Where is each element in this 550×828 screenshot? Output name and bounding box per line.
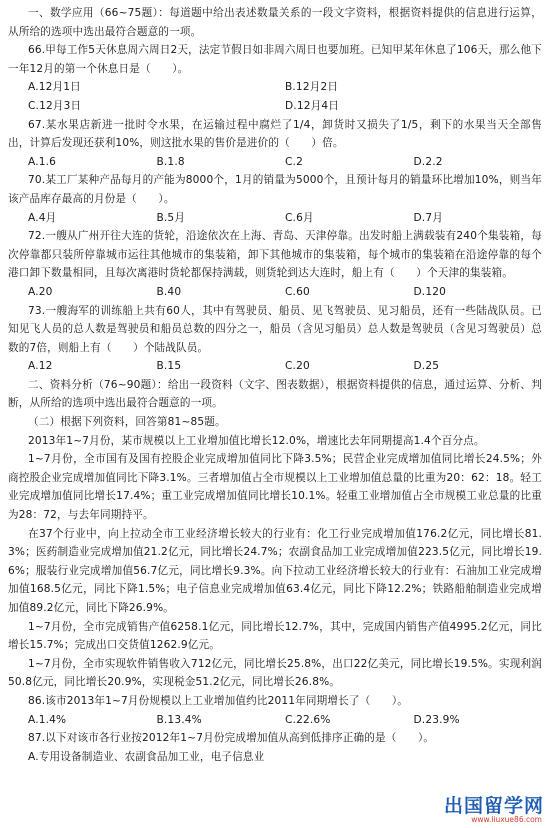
answer-option: D.120 xyxy=(413,285,446,298)
answer-option: A.1.6 xyxy=(28,155,57,168)
answer-option: D.2.2 xyxy=(413,155,443,168)
watermark-title: 出国留学网 xyxy=(443,795,544,817)
answer-option: B.15 xyxy=(156,360,182,373)
answer-option: C.6月 xyxy=(285,211,314,224)
answer-option: D.25 xyxy=(413,360,440,373)
answer-options xyxy=(8,153,542,172)
answer-option: D.12月4日 xyxy=(285,99,339,112)
answer-option: A.1.4% xyxy=(28,713,67,726)
paragraph: 66.甲每工作5天休息周六周日2天，法定节假日如非周六周日也要加班。已知甲某年休息了106天，那么他下一年12月的第一个休息日是（ ）。 xyxy=(8,44,542,75)
paragraph: 87.以下对该市各行业按2012年1~7月份完成增加值从高到低排序正确的是（ ）。 xyxy=(28,732,435,745)
answer-option: C.2 xyxy=(285,155,303,168)
answer-option: A.12月1日 xyxy=(28,81,81,94)
answer-option: B.12月2日 xyxy=(285,81,339,94)
paragraph: 67.某水果店新进一批时令水果，在运输过程中腐烂了1/4，卸货时又损失了1/5，剩下的水果当天全部售出，计算后发现还获利10%，则这批水果的售价是进价的（ ）倍。 xyxy=(8,118,542,150)
answer-option: A.12 xyxy=(28,360,53,373)
answer-option: D.7月 xyxy=(413,211,443,224)
paragraph: 1~7月份，全市完成销售产值6258.1亿元，同比增长12.7%，其中，完成国内销售产值4995.2亿元，同比增长15.7%；完成出口交货值1262.9亿元。 xyxy=(8,620,542,652)
answer-option: C.20 xyxy=(285,360,310,373)
answer-option: A.20 xyxy=(28,285,53,298)
answer-option: A.4月 xyxy=(28,211,57,224)
paragraph: 72.一艘从广州开往大连的货轮，沿途依次在上海、青岛、天津停靠。出发时船上满载装有240个集装箱，每次停靠都只装所停靠城市运往其他城市的集装箱，卸下其他城市的集装箱，每个城市的集装箱在沿途停靠的每个港口卸下数量相同，且每次离港时货轮都保持满载，则货轮到达大连时，船上有（ ）个天津的集装箱。 xyxy=(8,230,542,280)
answer-options xyxy=(8,357,542,376)
answer-options xyxy=(8,711,542,730)
answer-option: B.13.4% xyxy=(156,713,202,726)
answer-option: D.23.9% xyxy=(413,713,460,726)
paragraph: 86.该市2013年1~7月份规模以上工业增加值约比2011年同期增长了（ ）。 xyxy=(28,694,409,707)
answer-option: C.12月3日 xyxy=(28,99,82,112)
paragraph: 二、资料分析（76~90题）：给出一段资料（文字、图表数据），根据资料提供的信息，通过运算、分析、判断，从所给的选项中选出最符合题意的一项。 xyxy=(8,378,542,410)
watermark-url: www.liuxue86.com xyxy=(471,815,542,824)
paragraph: 1~7月份，全市国有及国有控股企业完成增加值同比下降3.5%；民营企业完成增加值同比增长24.5%；外商控股企业完成增加值同比下降3.1%。三者增加值占全市规模以上工业增加值总量的比重为20：62：18。轻工业完成增加值同比增长17.4%；重工业完成增加值同比增长10.1%。轻重工业增加值占全市规模工业总量的比重为28：72，与去年同期持平。 xyxy=(8,453,542,522)
answer-option: B.40 xyxy=(156,285,182,298)
paragraph: 在37个行业中，向上拉动全市工业经济增长较大的行业有：化工行业完成增加值176.2亿元，同比增长81.3%；医药制造业完成增加值21.2亿元，同比增长24.7%；农副食品加工业完成增加值223.5亿元，同比增长19.6%；服装行业完成增加值56.7亿元，同比增长9.3%。向下拉动工业经济增长较大的行业有：石油加工业完成增加值168.5亿元，同比下降1.5%；电子信息业完成增加值63.4亿元，同比下降12.2%；铁路船舶制造业完成增加值89.2亿元，同比下降26.9%。 xyxy=(8,527,542,614)
answer-options xyxy=(8,209,542,228)
answer-option: B.5月 xyxy=(156,211,186,224)
document-content xyxy=(8,4,542,766)
paragraph: 1~7月份，全市实现软件销售收入712亿元，同比增长25.8%，出口22亿美元，同比增长19.5%。实现利润50.8亿元，同比增长20.9%，实现税金51.2亿元，同比增长26.8%。 xyxy=(8,657,542,689)
paragraph: 一、数学应用（66~75题）：每道题中给出表述数量关系的一段文字资料，根据资料提供的信息进行运算，从所给的选项中选出最符合题意的一项。 xyxy=(8,7,542,38)
answer-options xyxy=(8,283,542,302)
paragraph: 73.一艘海军的训练船上共有60人，其中有驾驶员、船员、见飞驾驶员、见习船员，还有一些陆战队员。已知见飞人员的总人数是驾驶员和船员总数的四分之一，船员（含见习船员）总人数是驾驶员（含见习驾驶员）总数的7倍，则船上有（ ）个陆战队员。 xyxy=(8,304,542,354)
paragraph: 70.某工厂某种产品每月的产能为8000个，1月的销量为5000个，且预计每月的销量环比增加10%，则当年该产品库存最高的月份是（ ）。 xyxy=(8,174,542,205)
site-watermark xyxy=(434,796,544,824)
answer-option: C.60 xyxy=(285,285,310,298)
answer-options xyxy=(8,78,542,115)
answer-option: C.22.6% xyxy=(285,713,331,726)
paragraph: A.专用设备制造业、农副食品加工业，电子信息业 xyxy=(28,750,265,763)
answer-option: B.1.8 xyxy=(156,155,185,168)
paragraph: （二）根据下列资料，回答第81~85题。 xyxy=(28,416,226,429)
paragraph: 2013年1~7月份，某市规模以上工业增加值比增长12.0%，增速比去年同期提高1.4个百分点。 xyxy=(28,434,485,447)
